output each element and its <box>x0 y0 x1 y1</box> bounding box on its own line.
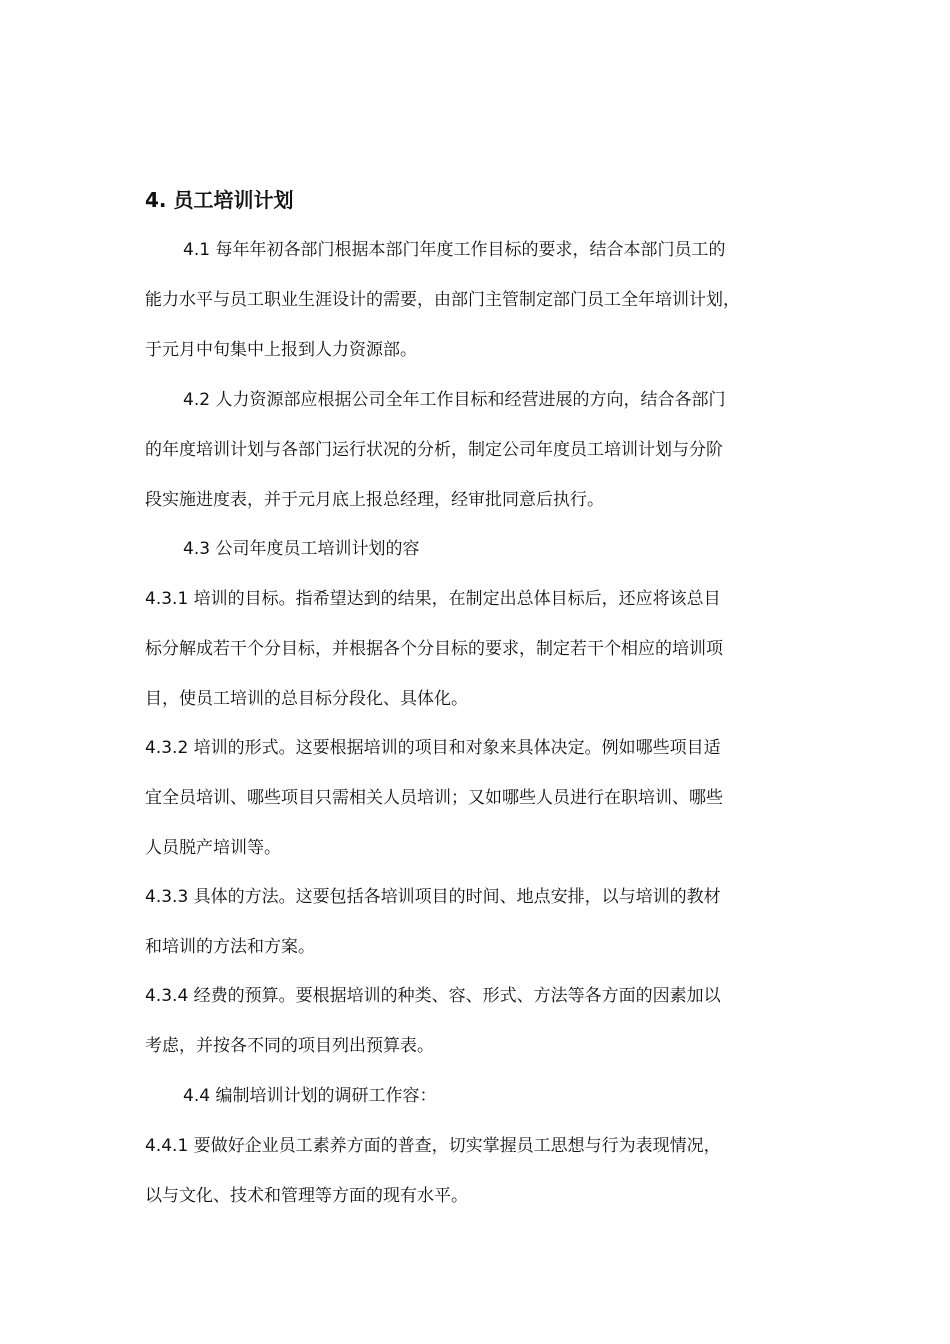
text-line: 段实施进度表，并于元月底上报总经理，经审批同意后执行。 <box>145 490 604 510</box>
text-line: 4.3.3 具体的方法。这要包括各培训项目的时间、地点安排，以与培训的教材 <box>145 887 721 907</box>
text-line: 考虑，并按各不同的项目列出预算表。 <box>145 1036 434 1056</box>
paragraph-4-1 <box>145 225 825 375</box>
paragraph-4-3-2 <box>145 723 825 873</box>
text-line: 4.4 编制培训计划的调研工作容： <box>183 1086 437 1106</box>
text-line: 于元月中旬集中上报到人力资源部。 <box>145 340 417 360</box>
text-line: 4.4.1 要做好企业员工素养方面的普查，切实掌握员工思想与行为表现情况， <box>145 1136 721 1156</box>
text-line: 4.2 人力资源部应根据公司全年工作目标和经营进展的方向，结合各部门 <box>183 390 726 410</box>
text-line: 4.1 每年年初各部门根据本部门年度工作目标的要求，结合本部门员工的 <box>183 240 726 260</box>
text-line: 和培训的方法和方案。 <box>145 937 315 957</box>
text-line: 4.3 公司年度员工培训计划的容 <box>183 539 420 559</box>
text-line: 目，使员工培训的总目标分段化、具体化。 <box>145 689 468 709</box>
paragraph-4-4-1 <box>145 1121 825 1221</box>
paragraph-4-3-3 <box>145 872 825 972</box>
paragraph-4-3-4 <box>145 971 825 1071</box>
text-line: 以与文化、技术和管理等方面的现有水平。 <box>145 1186 468 1206</box>
text-line: 4.3.1 培训的目标。指希望达到的结果，在制定出总体目标后，还应将该总目 <box>145 589 721 609</box>
text-line: 4.3.4 经费的预算。要根据培训的种类、容、形式、方法等各方面的因素加以 <box>145 986 721 1006</box>
paragraph-4-3 <box>145 524 825 574</box>
text-line: 能力水平与员工职业生涯设计的需要，由部门主管制定部门员工全年培训计划， <box>145 290 740 310</box>
text-line: 标分解成若干个分目标，并根据各个分目标的要求，制定若干个相应的培训项 <box>145 639 723 659</box>
paragraph-4-4 <box>145 1071 825 1121</box>
text-line: 人员脱产培训等。 <box>145 838 281 858</box>
text-line: 的年度培训计划与各部门运行状况的分析，制定公司年度员工培训计划与分阶 <box>145 440 723 460</box>
section-heading: 4. 员工培训计划 <box>145 188 294 212</box>
text-line: 4.3.2 培训的形式。这要根据培训的项目和对象来具体决定。例如哪些项目适 <box>145 738 721 758</box>
paragraph-4-2 <box>145 375 825 525</box>
paragraph-4-3-1 <box>145 574 825 724</box>
text-line: 宜全员培训、哪些项目只需相关人员培训；又如哪些人员进行在职培训、哪些 <box>145 788 723 808</box>
